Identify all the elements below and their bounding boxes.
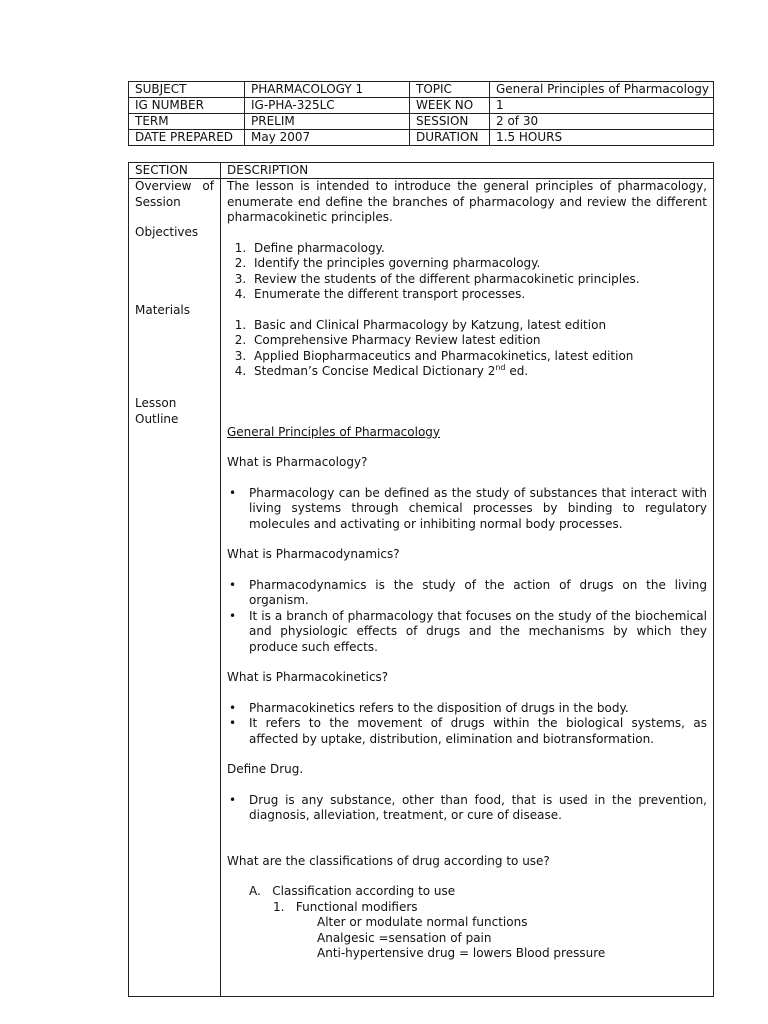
- objective-item: 1. Define pharmacology.: [250, 241, 713, 257]
- objectives-label: Objectives: [135, 225, 199, 239]
- pharmacodynamics-bullets: [227, 578, 713, 656]
- material-item: 3. Applied Biopharmaceutics and Pharmacokinetics, latest edition: [250, 349, 713, 365]
- objective-item: 4. Enumerate the different transport processes.: [250, 287, 713, 303]
- info-label-cell: IG NUMBER: [129, 98, 245, 114]
- bullet-item: • Pharmacokinetics refers to the disposition of drugs in the body.: [249, 701, 713, 717]
- info-label-cell: DURATION: [410, 130, 490, 146]
- description-cell: [221, 179, 714, 997]
- material-item: [250, 364, 713, 380]
- session-info-row: [129, 98, 714, 114]
- functional-modifiers: 1. Functional modifiers: [273, 899, 418, 914]
- info-value-cell: 1.5 HOURS: [490, 130, 714, 146]
- detail-line: Analgesic =sensation of pain: [317, 930, 492, 945]
- material-item-text: Stedman’s Concise Medical Dictionary 2: [254, 364, 496, 378]
- overview-label: Overview of Session: [135, 179, 214, 209]
- info-label-cell: SUBJECT: [129, 82, 245, 98]
- objective-item: 2. Identify the principles governing pharmacology.: [250, 256, 713, 272]
- info-label-cell: DATE PREPARED: [129, 130, 245, 146]
- section-labels-cell: [129, 179, 221, 997]
- session-info-row: [129, 82, 714, 98]
- info-value-cell: 1: [490, 98, 714, 114]
- classification-a: A. Classification according to use: [249, 884, 456, 898]
- edition-superscript: nd: [495, 363, 506, 372]
- drug-bullets: [227, 793, 713, 824]
- detail-line: Alter or modulate normal functions: [317, 915, 528, 929]
- info-value-cell: 2 of 30: [490, 114, 714, 130]
- question-define-drug: Define Drug.: [227, 762, 304, 776]
- overview-text: The lesson is intended to introduce the general principles of pharmacology, enumerate end define the branches of pharmacology and review the different pharmacokinetic principles.: [227, 179, 707, 224]
- question-pharmacodynamics: What is Pharmacodynamics?: [227, 547, 400, 561]
- materials-label: Materials: [135, 303, 191, 317]
- bullet-item: • Drug is any substance, other than food, that is used in the prevention, diagnosis, alleviation, treatment, or cure of disease.: [249, 793, 713, 824]
- detail-line: Anti-hypertensive drug = lowers Blood pressure: [317, 946, 606, 960]
- material-item: 1. Basic and Clinical Pharmacology by Katzung, latest edition: [250, 318, 713, 334]
- session-info-row: [129, 130, 714, 146]
- column-header-row: [129, 163, 714, 179]
- bullet-item: • It refers to the movement of drugs within the biological systems, as affected by uptake, distribution, elimination and biotransformation.: [249, 716, 713, 747]
- section-column-header: SECTION: [129, 163, 221, 179]
- description-column-header: DESCRIPTION: [221, 163, 714, 179]
- question-classifications: What are the classifications of drug according to use?: [227, 853, 550, 868]
- session-info-row: [129, 114, 714, 130]
- material-item: 2. Comprehensive Pharmacy Review latest edition: [250, 333, 713, 349]
- bullet-item: • Pharmacodynamics is the study of the action of drugs on the living organism.: [249, 578, 713, 609]
- question-pharmacokinetics: What is Pharmacokinetics?: [227, 670, 389, 684]
- material-item-suffix: ed.: [505, 364, 529, 378]
- bullet-item: • It is a branch of pharmacology that focuses on the study of the biochemical and physiologic effects of drugs and the mechanisms by which they produce such effects.: [249, 609, 713, 656]
- pharmacology-bullets: [227, 486, 713, 533]
- functional-modifier-details: [227, 915, 713, 962]
- lesson-outline-label: Lesson Outline: [135, 396, 179, 426]
- session-info-body: [129, 82, 714, 146]
- bullet-item: • Pharmacology can be defined as the study of substances that interact with living systems through chemical processes by binding to regulatory molecules and activating or inhibiting normal body processes.: [249, 486, 713, 533]
- lesson-content-row: [129, 179, 714, 997]
- lesson-plan-table: [128, 162, 714, 997]
- objectives-list: [227, 241, 713, 303]
- info-value-cell: PRELIM: [245, 114, 410, 130]
- session-info-table: [128, 81, 714, 146]
- materials-list: [227, 318, 713, 380]
- info-value-cell: General Principles of Pharmacology: [490, 82, 714, 98]
- outline-title: General Principles of Pharmacology: [227, 424, 441, 439]
- question-pharmacology: What is Pharmacology?: [227, 455, 368, 469]
- info-label-cell: TOPIC: [410, 82, 490, 98]
- info-value-cell: PHARMACOLOGY 1: [245, 82, 410, 98]
- info-label-cell: SESSION: [410, 114, 490, 130]
- info-value-cell: IG-PHA-325LC: [245, 98, 410, 114]
- pharmacokinetics-bullets: [227, 701, 713, 748]
- info-label-cell: TERM: [129, 114, 245, 130]
- info-label-cell: WEEK NO: [410, 98, 490, 114]
- info-value-cell: May 2007: [245, 130, 410, 146]
- objective-item: 3. Review the students of the different pharmacokinetic principles.: [250, 272, 713, 288]
